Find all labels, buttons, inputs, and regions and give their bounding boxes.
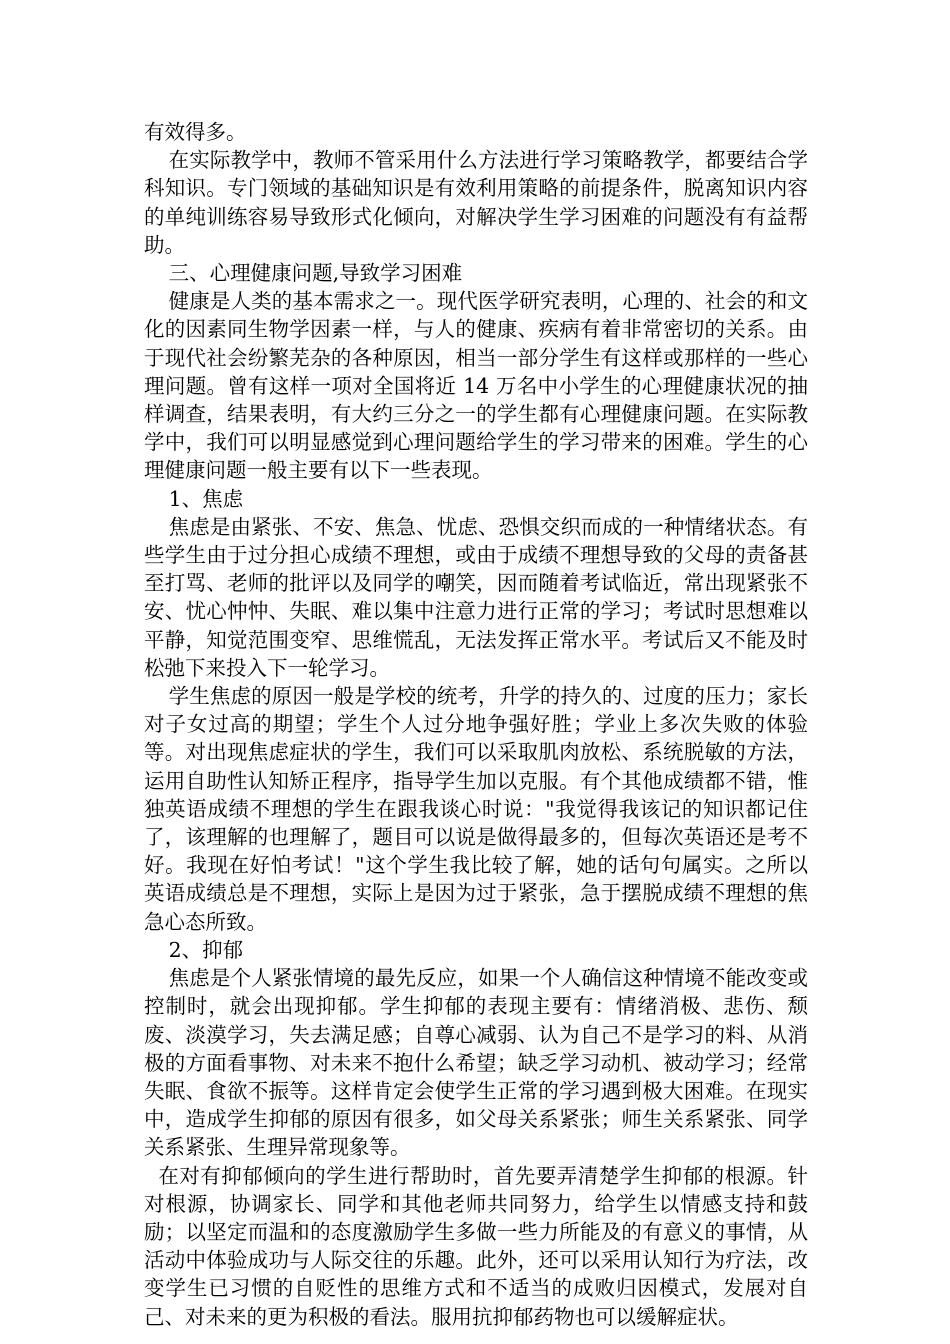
paragraph-strategy-teaching: 在实际教学中，教师不管采用什么方法进行学习策略教学，都要结合学科知识。专门领域的基础知识是有效利用策略的前提条件，脱离知识内容的单纯训练容易导致形式化倾向，对解决学生学习困难的问题没有有益帮助。 (144, 148, 808, 257)
paragraph-health-needs: 健康是人类的基本需求之一。现代医学研究表明，心理的、社会的和文化的因素同生物学因素一样，与人的健康、疾病有着非常密切的关系。由于现代社会纷繁芜杂的各种原因，相当一部分学生有这样或那样的一些心理问题。曾有这样一项对全国将近 14 万名中小学生的心理健康状况的抽样调查，结果表明，有大约三分之一的学生都有心理健康问题。在实际教学中，我们可以明显感觉到心理问题给学生的学习带来的困难。学生的心理健康问题一般主要有以下一些表现。 (144, 289, 808, 483)
section-heading-mental-health: 三、心理健康问题,导致学习困难 (168, 261, 463, 286)
paragraph-anxiety-causes: 学生焦虑的原因一般是学校的统考，升学的持久的、过度的压力；家长对子女过高的期望；学生个人过分地争强好胜；学业上多次失败的体验等。对出现焦虑症状的学生，我们可以采取肌肉放松、系统脱敏的方法，运用自助性认知矫正程序，指导学生加以克服。有个其他成绩都不错，惟独英语成绩不理想的学生在跟我谈心时说："我觉得我该记的知识都记住了，该理解的也理解了，题目可以说是做得最多的，但每次英语还是考不好。我现在好怕考试！"这个学生我比较了解，她的话句句属实。之所以英语成绩总是不理想，实际上是因为过于紧张，急于摆脱成绩不理想的焦急心态所致。 (144, 684, 808, 934)
paragraph-depression-help: 在对有抑郁倾向的学生进行帮助时，首先要弄清楚学生抑郁的根源。针对根源，协调家长、同学和其他老师共同努力，给学生以情感支持和鼓励；以坚定而温和的态度激励学生多做一些力所能及的有意义的事情，从活动中体验成功与人际交往的乐趣。此外，还可以采用认知行为疗法，改变学生已习惯的自贬性的思维方式和不适当的成败归因模式，发展对自己、对未来的更为积极的看法。服用抗抑郁药物也可以缓解症状。 (144, 1163, 808, 1329)
subheading-anxiety: 1、焦虑 (168, 486, 244, 511)
paragraph-depression-definition: 焦虑是个人紧张情境的最先反应，如果一个人确信这种情境不能改变或控制时，就会出现抑郁。学生抑郁的表现主要有：情绪消极、悲伤、颓废、淡漠学习，失去满足感；自尊心减弱、认为自己不是学习的料、从消极的方面看事物、对未来不抱什么希望；缺乏学习动机、被动学习；经常失眠、食欲不振等。这样肯定会使学生正常的学习遇到极大困难。在现实中，造成学生抑郁的原因有很多，如父母关系紧张；师生关系紧张、同学关系紧张、生理异常现象等。 (144, 966, 808, 1160)
subheading-depression: 2、抑郁 (168, 937, 244, 962)
paragraph-continuation: 有效得多。 (144, 120, 247, 144)
paragraph-anxiety-definition: 焦虑是由紧张、不安、焦急、忧虑、恐惧交织而成的一种情绪状态。有些学生由于过分担心成绩不理想，或由于成绩不理想导致的父母的责备甚至打骂、老师的批评以及同学的嘲笑，因而随着考试临近，常出现紧张不安、忧心忡忡、失眠、难以集中注意力进行正常的学习；考试时思想难以平静，知觉范围变窄、思维慌乱，无法发挥正常水平。考试后又不能及时松弛下来投入下一轮学习。 (144, 514, 808, 680)
document-body (144, 118, 808, 1331)
